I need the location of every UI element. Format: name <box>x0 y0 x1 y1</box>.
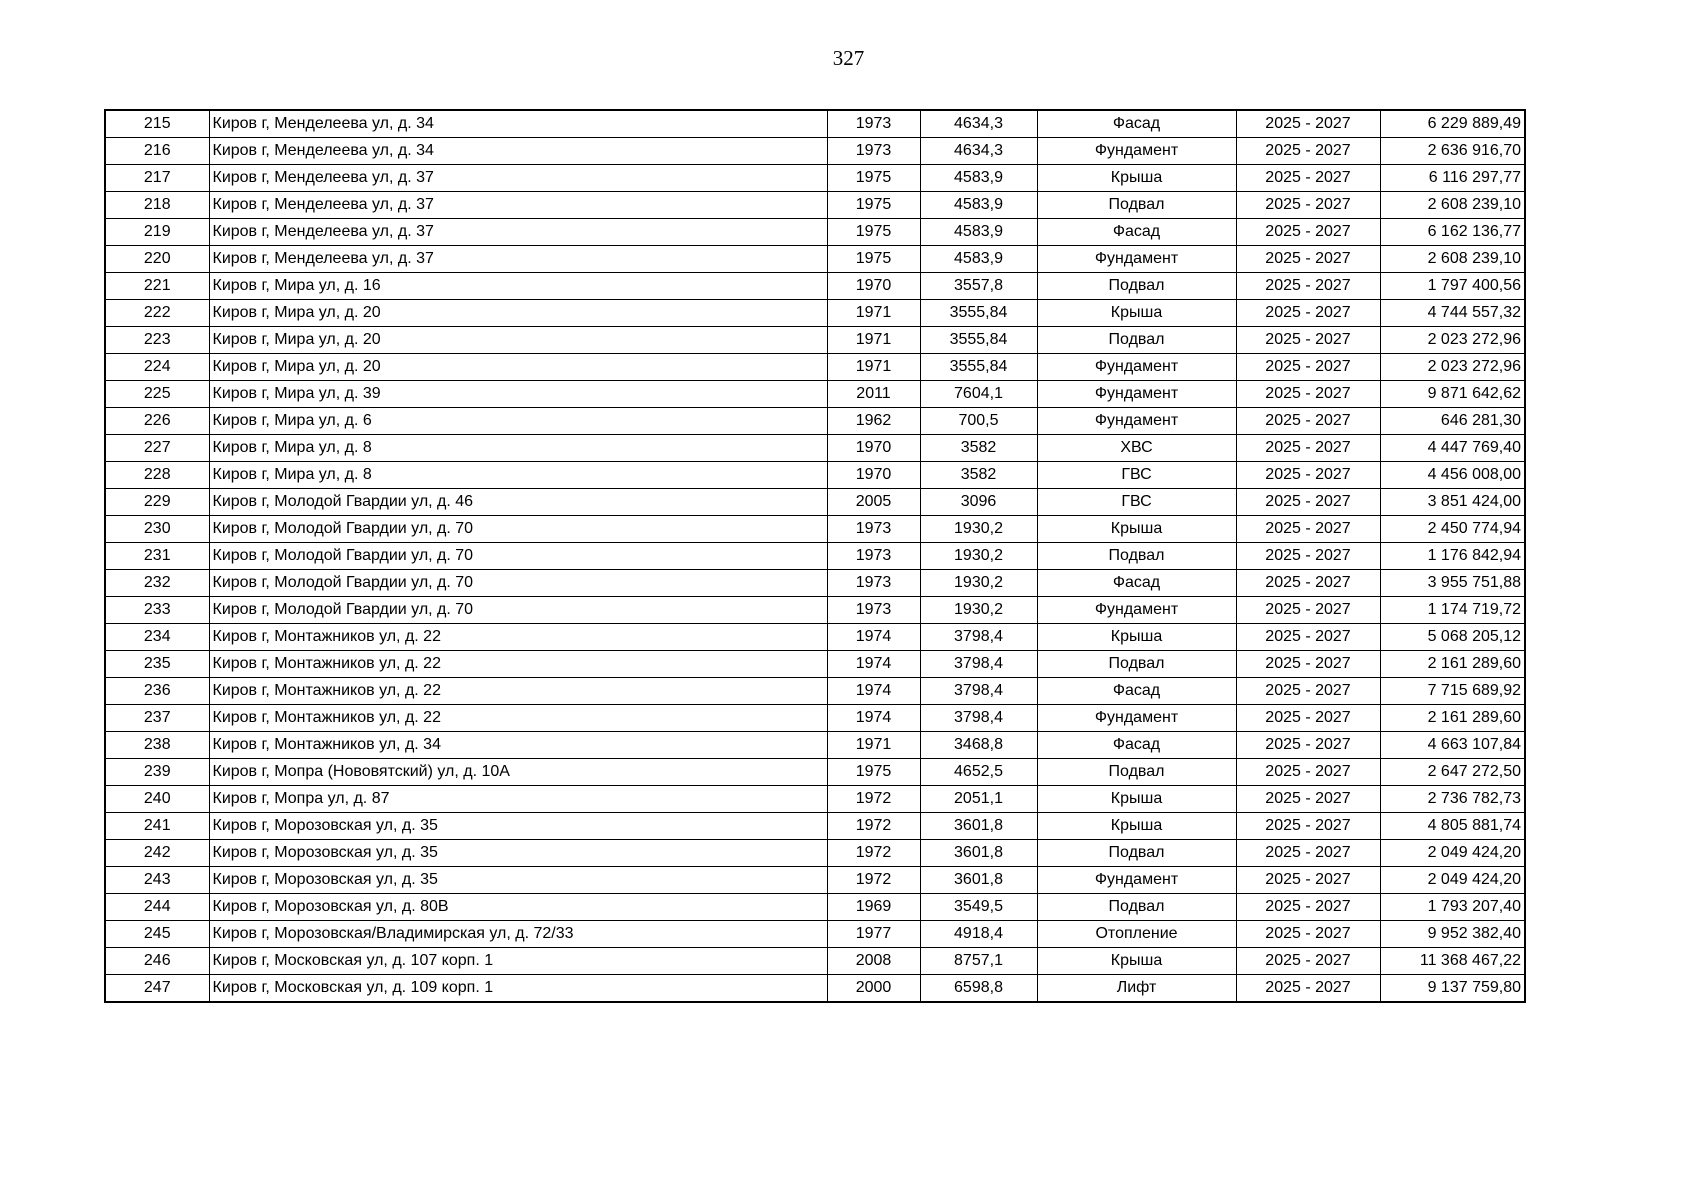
row-number-cell: 238 <box>105 732 209 759</box>
period-cell: 2025 - 2027 <box>1236 894 1380 921</box>
row-number-cell: 231 <box>105 543 209 570</box>
table-row <box>105 786 1525 813</box>
table-row <box>105 543 1525 570</box>
address-cell: Киров г, Мира ул, д. 16 <box>209 273 827 300</box>
work-type-cell: ХВС <box>1037 435 1236 462</box>
period-cell: 2025 - 2027 <box>1236 921 1380 948</box>
cost-cell: 2 450 774,94 <box>1380 516 1525 543</box>
area-cell: 3555,84 <box>920 354 1037 381</box>
cost-cell: 1 793 207,40 <box>1380 894 1525 921</box>
cost-cell: 2 023 272,96 <box>1380 327 1525 354</box>
build-year-cell: 2008 <box>827 948 920 975</box>
address-cell: Киров г, Мира ул, д. 20 <box>209 300 827 327</box>
area-cell: 3557,8 <box>920 273 1037 300</box>
work-type-cell: Подвал <box>1037 192 1236 219</box>
table-row <box>105 948 1525 975</box>
period-cell: 2025 - 2027 <box>1236 570 1380 597</box>
address-cell: Киров г, Морозовская ул, д. 80В <box>209 894 827 921</box>
address-cell: Киров г, Морозовская ул, д. 35 <box>209 813 827 840</box>
work-type-cell: Подвал <box>1037 840 1236 867</box>
build-year-cell: 1972 <box>827 867 920 894</box>
address-cell: Киров г, Менделеева ул, д. 37 <box>209 192 827 219</box>
build-year-cell: 1973 <box>827 597 920 624</box>
area-cell: 700,5 <box>920 408 1037 435</box>
cost-cell: 4 744 557,32 <box>1380 300 1525 327</box>
build-year-cell: 1973 <box>827 516 920 543</box>
build-year-cell: 2011 <box>827 381 920 408</box>
work-type-cell: Крыша <box>1037 948 1236 975</box>
address-cell: Киров г, Монтажников ул, д. 22 <box>209 651 827 678</box>
work-type-cell: Лифт <box>1037 975 1236 1003</box>
cost-cell: 6 162 136,77 <box>1380 219 1525 246</box>
area-cell: 3798,4 <box>920 624 1037 651</box>
row-number-cell: 244 <box>105 894 209 921</box>
work-type-cell: Подвал <box>1037 543 1236 570</box>
period-cell: 2025 - 2027 <box>1236 354 1380 381</box>
row-number-cell: 219 <box>105 219 209 246</box>
area-cell: 3798,4 <box>920 678 1037 705</box>
area-cell: 3096 <box>920 489 1037 516</box>
area-cell: 3468,8 <box>920 732 1037 759</box>
period-cell: 2025 - 2027 <box>1236 840 1380 867</box>
table-row <box>105 732 1525 759</box>
build-year-cell: 1962 <box>827 408 920 435</box>
area-cell: 3549,5 <box>920 894 1037 921</box>
row-number-cell: 233 <box>105 597 209 624</box>
table-row <box>105 867 1525 894</box>
cost-cell: 7 715 689,92 <box>1380 678 1525 705</box>
work-type-cell: Фундамент <box>1037 246 1236 273</box>
table-row <box>105 975 1525 1003</box>
address-cell: Киров г, Молодой Гвардии ул, д. 46 <box>209 489 827 516</box>
area-cell: 3601,8 <box>920 840 1037 867</box>
cost-cell: 5 068 205,12 <box>1380 624 1525 651</box>
period-cell: 2025 - 2027 <box>1236 327 1380 354</box>
build-year-cell: 1975 <box>827 165 920 192</box>
row-number-cell: 243 <box>105 867 209 894</box>
table-row <box>105 138 1525 165</box>
address-cell: Киров г, Морозовская/Владимирская ул, д. 72/33 <box>209 921 827 948</box>
work-type-cell: Фасад <box>1037 110 1236 138</box>
address-cell: Киров г, Монтажников ул, д. 34 <box>209 732 827 759</box>
work-type-cell: Фасад <box>1037 678 1236 705</box>
cost-cell: 9 871 642,62 <box>1380 381 1525 408</box>
table-row <box>105 516 1525 543</box>
period-cell: 2025 - 2027 <box>1236 678 1380 705</box>
build-year-cell: 1972 <box>827 813 920 840</box>
period-cell: 2025 - 2027 <box>1236 759 1380 786</box>
row-number-cell: 239 <box>105 759 209 786</box>
period-cell: 2025 - 2027 <box>1236 462 1380 489</box>
address-cell: Киров г, Морозовская ул, д. 35 <box>209 840 827 867</box>
area-cell: 3555,84 <box>920 327 1037 354</box>
page-number: 327 <box>832 46 865 70</box>
table-row <box>105 110 1525 138</box>
address-cell: Киров г, Молодой Гвардии ул, д. 70 <box>209 516 827 543</box>
address-cell: Киров г, Мопра ул, д. 87 <box>209 786 827 813</box>
cost-cell: 4 805 881,74 <box>1380 813 1525 840</box>
table-row <box>105 624 1525 651</box>
build-year-cell: 1971 <box>827 300 920 327</box>
period-cell: 2025 - 2027 <box>1236 975 1380 1003</box>
period-cell: 2025 - 2027 <box>1236 867 1380 894</box>
cost-cell: 6 229 889,49 <box>1380 110 1525 138</box>
area-cell: 3798,4 <box>920 651 1037 678</box>
row-number-cell: 236 <box>105 678 209 705</box>
area-cell: 3798,4 <box>920 705 1037 732</box>
table-row <box>105 300 1525 327</box>
period-cell: 2025 - 2027 <box>1236 786 1380 813</box>
row-number-cell: 232 <box>105 570 209 597</box>
work-type-cell: Крыша <box>1037 300 1236 327</box>
row-number-cell: 228 <box>105 462 209 489</box>
build-year-cell: 1973 <box>827 543 920 570</box>
area-cell: 4583,9 <box>920 219 1037 246</box>
cost-cell: 2 736 782,73 <box>1380 786 1525 813</box>
address-cell: Киров г, Менделеева ул, д. 34 <box>209 138 827 165</box>
address-cell: Киров г, Мира ул, д. 20 <box>209 327 827 354</box>
build-year-cell: 1973 <box>827 570 920 597</box>
period-cell: 2025 - 2027 <box>1236 651 1380 678</box>
build-year-cell: 2000 <box>827 975 920 1003</box>
cost-cell: 1 797 400,56 <box>1380 273 1525 300</box>
build-year-cell: 1974 <box>827 624 920 651</box>
address-cell: Киров г, Монтажников ул, д. 22 <box>209 624 827 651</box>
row-number-cell: 242 <box>105 840 209 867</box>
table-row <box>105 192 1525 219</box>
row-number-cell: 225 <box>105 381 209 408</box>
table-row <box>105 651 1525 678</box>
cost-cell: 2 161 289,60 <box>1380 651 1525 678</box>
work-type-cell: Подвал <box>1037 273 1236 300</box>
table-row <box>105 894 1525 921</box>
period-cell: 2025 - 2027 <box>1236 624 1380 651</box>
period-cell: 2025 - 2027 <box>1236 192 1380 219</box>
build-year-cell: 1975 <box>827 219 920 246</box>
work-type-cell: Подвал <box>1037 651 1236 678</box>
cost-cell: 9 137 759,80 <box>1380 975 1525 1003</box>
table-row <box>105 408 1525 435</box>
area-cell: 1930,2 <box>920 543 1037 570</box>
row-number-cell: 246 <box>105 948 209 975</box>
work-type-cell: Фундамент <box>1037 867 1236 894</box>
build-year-cell: 1977 <box>827 921 920 948</box>
period-cell: 2025 - 2027 <box>1236 110 1380 138</box>
cost-cell: 4 663 107,84 <box>1380 732 1525 759</box>
cost-cell: 2 608 239,10 <box>1380 192 1525 219</box>
row-number-cell: 224 <box>105 354 209 381</box>
cost-cell: 2 049 424,20 <box>1380 867 1525 894</box>
build-year-cell: 2005 <box>827 489 920 516</box>
period-cell: 2025 - 2027 <box>1236 705 1380 732</box>
address-cell: Киров г, Менделеева ул, д. 37 <box>209 246 827 273</box>
area-cell: 4634,3 <box>920 138 1037 165</box>
table-row <box>105 165 1525 192</box>
table-row <box>105 462 1525 489</box>
build-year-cell: 1973 <box>827 138 920 165</box>
period-cell: 2025 - 2027 <box>1236 813 1380 840</box>
cost-cell: 2 161 289,60 <box>1380 705 1525 732</box>
area-cell: 4918,4 <box>920 921 1037 948</box>
table-row <box>105 705 1525 732</box>
area-cell: 3582 <box>920 435 1037 462</box>
address-cell: Киров г, Мира ул, д. 8 <box>209 435 827 462</box>
row-number-cell: 226 <box>105 408 209 435</box>
work-type-cell: Подвал <box>1037 894 1236 921</box>
period-cell: 2025 - 2027 <box>1236 138 1380 165</box>
build-year-cell: 1971 <box>827 354 920 381</box>
row-number-cell: 234 <box>105 624 209 651</box>
address-cell: Киров г, Мопра (Нововятский) ул, д. 10А <box>209 759 827 786</box>
row-number-cell: 230 <box>105 516 209 543</box>
address-cell: Киров г, Морозовская ул, д. 35 <box>209 867 827 894</box>
area-cell: 4583,9 <box>920 192 1037 219</box>
work-type-cell: Фундамент <box>1037 705 1236 732</box>
period-cell: 2025 - 2027 <box>1236 300 1380 327</box>
row-number-cell: 221 <box>105 273 209 300</box>
work-type-cell: Крыша <box>1037 786 1236 813</box>
build-year-cell: 1972 <box>827 840 920 867</box>
area-cell: 2051,1 <box>920 786 1037 813</box>
area-cell: 7604,1 <box>920 381 1037 408</box>
address-cell: Киров г, Менделеева ул, д. 34 <box>209 110 827 138</box>
cost-cell: 1 174 719,72 <box>1380 597 1525 624</box>
cost-cell: 2 023 272,96 <box>1380 354 1525 381</box>
table-row <box>105 570 1525 597</box>
address-cell: Киров г, Молодой Гвардии ул, д. 70 <box>209 570 827 597</box>
work-type-cell: Крыша <box>1037 624 1236 651</box>
table-row <box>105 246 1525 273</box>
address-cell: Киров г, Молодой Гвардии ул, д. 70 <box>209 543 827 570</box>
work-type-cell: Фундамент <box>1037 597 1236 624</box>
table-row <box>105 813 1525 840</box>
work-type-cell: Подвал <box>1037 759 1236 786</box>
work-type-cell: Отопление <box>1037 921 1236 948</box>
table-row <box>105 597 1525 624</box>
address-cell: Киров г, Мира ул, д. 39 <box>209 381 827 408</box>
repair-schedule-table <box>104 109 1526 1003</box>
cost-cell: 4 456 008,00 <box>1380 462 1525 489</box>
period-cell: 2025 - 2027 <box>1236 381 1380 408</box>
work-type-cell: Крыша <box>1037 165 1236 192</box>
work-type-cell: Фасад <box>1037 570 1236 597</box>
build-year-cell: 1974 <box>827 705 920 732</box>
row-number-cell: 215 <box>105 110 209 138</box>
build-year-cell: 1970 <box>827 462 920 489</box>
build-year-cell: 1969 <box>827 894 920 921</box>
period-cell: 2025 - 2027 <box>1236 732 1380 759</box>
area-cell: 3555,84 <box>920 300 1037 327</box>
cost-cell: 1 176 842,94 <box>1380 543 1525 570</box>
cost-cell: 646 281,30 <box>1380 408 1525 435</box>
area-cell: 4634,3 <box>920 110 1037 138</box>
row-number-cell: 241 <box>105 813 209 840</box>
build-year-cell: 1973 <box>827 110 920 138</box>
cost-cell: 3 955 751,88 <box>1380 570 1525 597</box>
area-cell: 8757,1 <box>920 948 1037 975</box>
table-row <box>105 489 1525 516</box>
cost-cell: 2 608 239,10 <box>1380 246 1525 273</box>
area-cell: 4583,9 <box>920 165 1037 192</box>
row-number-cell: 237 <box>105 705 209 732</box>
period-cell: 2025 - 2027 <box>1236 246 1380 273</box>
build-year-cell: 1970 <box>827 273 920 300</box>
build-year-cell: 1974 <box>827 651 920 678</box>
address-cell: Киров г, Монтажников ул, д. 22 <box>209 678 827 705</box>
row-number-cell: 235 <box>105 651 209 678</box>
area-cell: 3582 <box>920 462 1037 489</box>
period-cell: 2025 - 2027 <box>1236 489 1380 516</box>
work-type-cell: Фасад <box>1037 732 1236 759</box>
address-cell: Киров г, Московская ул, д. 107 корп. 1 <box>209 948 827 975</box>
work-type-cell: Фундамент <box>1037 408 1236 435</box>
build-year-cell: 1975 <box>827 192 920 219</box>
area-cell: 3601,8 <box>920 867 1037 894</box>
row-number-cell: 216 <box>105 138 209 165</box>
table-row <box>105 273 1525 300</box>
row-number-cell: 217 <box>105 165 209 192</box>
period-cell: 2025 - 2027 <box>1236 435 1380 462</box>
area-cell: 1930,2 <box>920 570 1037 597</box>
row-number-cell: 223 <box>105 327 209 354</box>
address-cell: Киров г, Московская ул, д. 109 корп. 1 <box>209 975 827 1003</box>
table-body <box>105 110 1525 1002</box>
area-cell: 4652,5 <box>920 759 1037 786</box>
build-year-cell: 1975 <box>827 759 920 786</box>
address-cell: Киров г, Монтажников ул, д. 22 <box>209 705 827 732</box>
address-cell: Киров г, Молодой Гвардии ул, д. 70 <box>209 597 827 624</box>
row-number-cell: 222 <box>105 300 209 327</box>
table-row <box>105 219 1525 246</box>
row-number-cell: 227 <box>105 435 209 462</box>
row-number-cell: 218 <box>105 192 209 219</box>
work-type-cell: ГВС <box>1037 462 1236 489</box>
period-cell: 2025 - 2027 <box>1236 597 1380 624</box>
row-number-cell: 229 <box>105 489 209 516</box>
period-cell: 2025 - 2027 <box>1236 273 1380 300</box>
period-cell: 2025 - 2027 <box>1236 516 1380 543</box>
table-row <box>105 327 1525 354</box>
work-type-cell: Фасад <box>1037 219 1236 246</box>
table-row <box>105 759 1525 786</box>
build-year-cell: 1971 <box>827 327 920 354</box>
work-type-cell: Подвал <box>1037 327 1236 354</box>
table-row <box>105 921 1525 948</box>
table-row <box>105 354 1525 381</box>
area-cell: 4583,9 <box>920 246 1037 273</box>
work-type-cell: Фундамент <box>1037 354 1236 381</box>
work-type-cell: Крыша <box>1037 813 1236 840</box>
cost-cell: 9 952 382,40 <box>1380 921 1525 948</box>
area-cell: 6598,8 <box>920 975 1037 1003</box>
row-number-cell: 240 <box>105 786 209 813</box>
work-type-cell: Крыша <box>1037 516 1236 543</box>
area-cell: 1930,2 <box>920 597 1037 624</box>
period-cell: 2025 - 2027 <box>1236 543 1380 570</box>
build-year-cell: 1974 <box>827 678 920 705</box>
work-type-cell: Фундамент <box>1037 381 1236 408</box>
table-row <box>105 435 1525 462</box>
table-row <box>105 840 1525 867</box>
cost-cell: 11 368 467,22 <box>1380 948 1525 975</box>
table-row <box>105 381 1525 408</box>
work-type-cell: Фундамент <box>1037 138 1236 165</box>
area-cell: 3601,8 <box>920 813 1037 840</box>
cost-cell: 3 851 424,00 <box>1380 489 1525 516</box>
period-cell: 2025 - 2027 <box>1236 219 1380 246</box>
address-cell: Киров г, Мира ул, д. 6 <box>209 408 827 435</box>
address-cell: Киров г, Менделеева ул, д. 37 <box>209 165 827 192</box>
cost-cell: 2 636 916,70 <box>1380 138 1525 165</box>
period-cell: 2025 - 2027 <box>1236 948 1380 975</box>
address-cell: Киров г, Мира ул, д. 8 <box>209 462 827 489</box>
cost-cell: 4 447 769,40 <box>1380 435 1525 462</box>
build-year-cell: 1970 <box>827 435 920 462</box>
build-year-cell: 1975 <box>827 246 920 273</box>
table-row <box>105 678 1525 705</box>
row-number-cell: 245 <box>105 921 209 948</box>
period-cell: 2025 - 2027 <box>1236 408 1380 435</box>
address-cell: Киров г, Менделеева ул, д. 37 <box>209 219 827 246</box>
cost-cell: 2 049 424,20 <box>1380 840 1525 867</box>
row-number-cell: 220 <box>105 246 209 273</box>
cost-cell: 6 116 297,77 <box>1380 165 1525 192</box>
cost-cell: 2 647 272,50 <box>1380 759 1525 786</box>
row-number-cell: 247 <box>105 975 209 1003</box>
build-year-cell: 1972 <box>827 786 920 813</box>
work-type-cell: ГВС <box>1037 489 1236 516</box>
period-cell: 2025 - 2027 <box>1236 165 1380 192</box>
build-year-cell: 1971 <box>827 732 920 759</box>
address-cell: Киров г, Мира ул, д. 20 <box>209 354 827 381</box>
area-cell: 1930,2 <box>920 516 1037 543</box>
